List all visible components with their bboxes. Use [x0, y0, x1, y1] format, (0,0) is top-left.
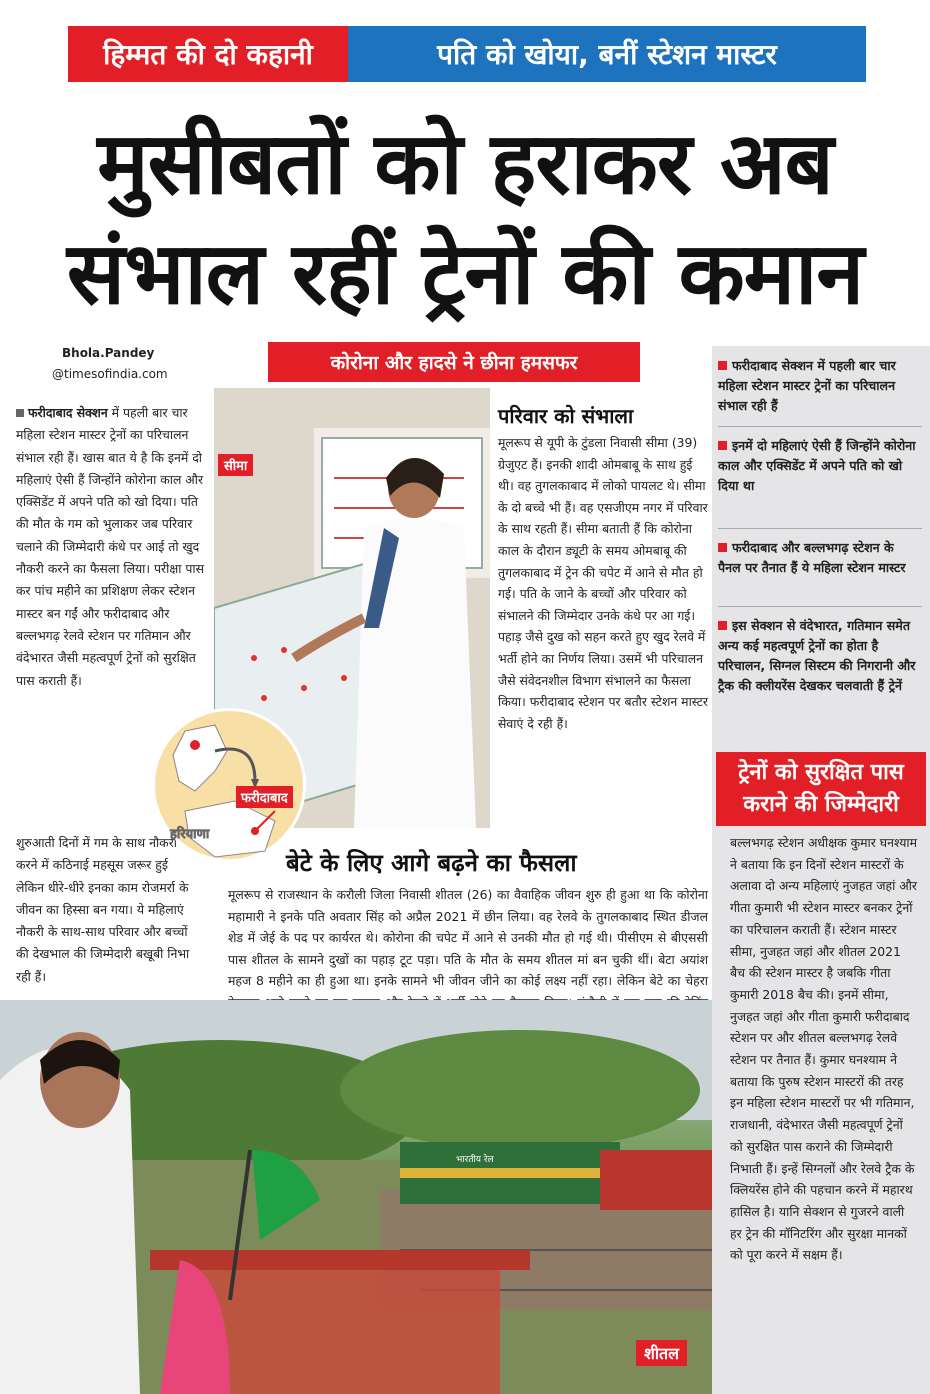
sidebar-divider: [718, 606, 922, 607]
bullet-square-icon: [718, 543, 727, 552]
bullet-square-icon: [718, 621, 727, 630]
left-column-article: [16, 402, 206, 692]
headline-line-1: मुसीबतों को हराकर अब: [97, 114, 833, 214]
kicker-red-label: हिम्मत की दो कहानी: [68, 26, 348, 82]
sidebar-point-1: [718, 356, 918, 416]
bullet-square-icon: [718, 441, 727, 450]
middle-column-text: मूलरूप से यूपी के टुंडला निवासी सीमा (39) ग्रेजुएट हैं। इनकी शादी ओमबाबू के साथ हुई थी। वह तुगलकाबाद में लोको पायलट थे। सीमा के दो बच्चे भी हैं। वह एसजीएम नगर में परिवार के साथ रहती हैं। सीमा बताती हैं कि कोरोना काल के दौरान ड्यूटी के समय ओमबाबू की तुगलकाबाद में ट्रेन की चपेट में आने से मौत हो गई। पति के जाने के बच्चों और परिवार को संभालने की जिम्मेदार उनके कंधे पर आ गई। पहाड़ जैसे दुख को सहन करते हुए खुद रेलवे में भर्ती होने का निर्णय लिया। उसमें भी परिचालन जैसे संवेदनशील विभाग संभालने का फैसला किया। फरीदाबाद स्टेशन पर बतौर स्टेशन मास्टर सेवाएं दे रही हैं।: [498, 435, 708, 731]
photo-sheetal: [0, 1000, 712, 1394]
map-city-label: फरीदाबाद: [236, 786, 293, 808]
photo-seema-label: सीमा: [218, 454, 253, 476]
train-side-text: भारतीय रेल: [456, 1155, 494, 1165]
left-column-text: में पहली बार चार महिला स्टेशन मास्टर ट्रेनों का परिचालन संभाल रही हैं। खास बात ये है कि इनमें दो महिलाएं ऐसी हैं जिन्होंने कोरोना काल और एक्सिडेंट में अपने पति को खो दिया। पति की मौत के गम को भुलाकर जब परिवार चलाने की जिम्मेदारी कंधे पर आई तो खुद नौकरी करने का फैसला लिया। परीक्षा पास कर पांच महीने का प्रशिक्षण लेकर स्टेशन मास्टर बन गईं और फरीदाबाद और बल्लभगढ़ रेलवे स्टेशन पर गतिमान और वंदेभारत जैसी महत्वपूर्ण ट्रेनों को सुरक्षित पास कराती हैं।: [16, 405, 204, 688]
sidebar-point-3: [718, 538, 918, 578]
section-heading-parivar: परिवार को संभाला: [498, 404, 634, 428]
section-heading-bete: बेटे के लिए आगे बढ़ने का फैसला: [286, 849, 577, 877]
sidebar-point-4: [718, 616, 918, 696]
sidebar-divider: [718, 426, 922, 427]
sidebar-point-text: फरीदाबाद सेक्शन में पहली बार चार महिला स्टेशन मास्टर ट्रेनों का परिचालन संभाल रही हैं: [718, 358, 896, 413]
photo-sheetal-label: शीतल: [636, 1340, 687, 1366]
sub-headline-banner: कोरोना और हादसे ने छीना हमसफर: [268, 342, 640, 382]
kicker-blue-label: पति को खोया, बनीं स्टेशन मास्टर: [348, 26, 866, 82]
bete-section-text: मूलरूप से राजस्थान के करौली जिला निवासी शीतल (26) का वैवाहिक जीवन शुरु ही हुआ था कि कोरोना महामारी ने इनके पति अवतार सिंह को अप्रैल 2021 में छीन लिया। वह रेलवे के तुगलकाबाद स्थित डीजल शेड में जेई के पद पर कार्यरत थे। कोरोना की चपेट में आने से उनकी मौत हो गई थी। पीसीएम से बीएससी पास शीतल के सामने दुखों का पहाड़ टूट पड़ा। पति के मौत के समय शीतल मां बन चुकी थीं। बेटा अयांश महज 8 महीने का ही हुआ था। इनके सामने भी जीवन जीने का कोई लक्ष्य नहीं रहा। लेकिन बेटे का चेहरा: [228, 887, 708, 989]
sidebar-point-2: [718, 436, 918, 496]
left-column-text-2: शुरुआती दिनों में गम के साथ नौकरी करने में कठिनाई महसूस जरूर हुई लेकिन धीरे-धीरे इनका काम रोजमर्रा के जीवन का हिस्सा बन गया। ये महिलाएं नौकरी के साथ-साथ परिवार और बच्चों की देखभाल की जिम्मेदारी बखूबी निभा रही हैं।: [16, 835, 190, 984]
sidebar-banner: ट्रेनों को सुरक्षित पास कराने की जिम्मेदारी: [716, 752, 926, 826]
bullet-square-icon: [718, 361, 727, 370]
byline-name: Bhola.Pandey: [62, 346, 155, 360]
sidebar-point-text: इस सेक्शन से वंदेभारत, गतिमान समेत अन्य कई महत्वपूर्ण ट्रेनों का होता है परिचालन, सिग्नल सिस्टम की निगरानी और ट्रैक की क्लीयरेंस देखकर चलवाती हैं ट्रेनें: [718, 618, 916, 693]
photo-sheetal-illustration: [0, 1000, 712, 1394]
lead-word: फरीदाबाद सेक्शन: [28, 405, 108, 420]
sidebar-point-text: इनमें दो महिलाएं ऐसी हैं जिन्होंने कोरोना काल और एक्सिडेंट में अपने पति को खो दिया था: [718, 438, 916, 493]
byline-handle: @timesofindia.com: [52, 367, 168, 381]
sidebar-point-text: फरीदाबाद और बल्लभगढ़ स्टेशन के पैनल पर तैनात हैं ये महिला स्टेशन मास्टर: [718, 540, 906, 575]
bullet-square-icon: [16, 409, 24, 417]
sidebar-divider: [718, 528, 922, 529]
headline-line-2: संभाल रहीं ट्रेनों की कमान: [66, 224, 864, 324]
sidebar-text: बल्लभगढ़ स्टेशन अधीक्षक कुमार घनश्याम ने बताया कि इन दिनों स्टेशन मास्टरों के अलावा दो अन्य महिलाएं नुजहत जहां और गीता कुमारी भी स्टेशन मास्टर बनकर ट्रेनों का परिचालन कराती हैं। स्टेशन मास्टर सीमा, नुजहत जहां और शीतल 2021 बैच की स्टेशन मास्टर है जबकि गीता कुमारी 2018 बैच की। इनमें सीमा, नुजहत जहां और गीता कुमारी फरीदाबाद स्टेशन पर और शीतल बल्लभगढ़ रेलवे स्टेशन पर तैनात हैं। कुमार घनश्याम ने बताया कि पुरुष स्टेशन मास्टरों की तरह इन महिला स्टेशन मास्टरों पर भी गतिमान, राजधानी, वंदेभारत जैसी महत्वपूर्ण ट्रेनों को सुरक्षित पास कराने की जिम्मेदारी निभाती हैं। इन्हें सिग्नलों और रेलवे ट्रैक के क्लियरेंस होने की पहचान करने में महारथ हासिल है। यानि सेक्शन से गुजरने वाली हर ट्रेन की मॉनिटरिंग और सुरक्षा मानकों को पूरा करने में सक्षम हैं।: [730, 835, 918, 1263]
map-state-label: हरियाणा: [170, 827, 210, 842]
